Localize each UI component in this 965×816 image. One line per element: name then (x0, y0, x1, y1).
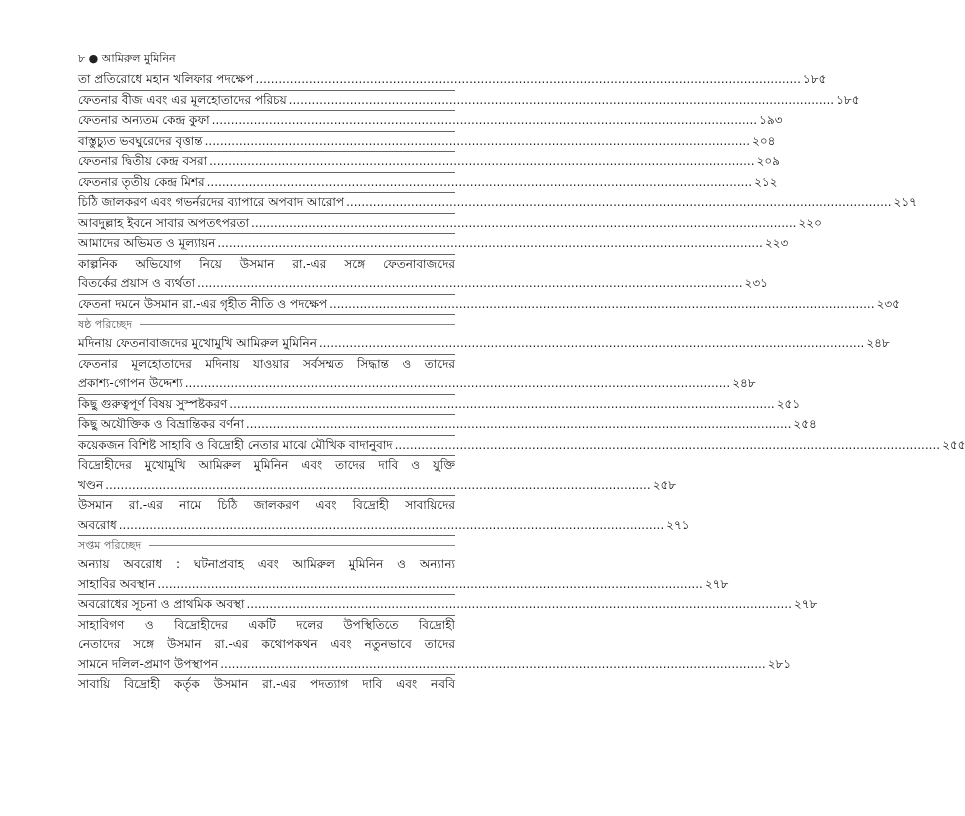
toc-entry-title: কিছু অযৌক্তিক ও বিভ্রান্তিকর বর্ণনা (78, 417, 244, 431)
toc-entry-line (78, 476, 677, 496)
toc-entry-title: প্রকাশ্য-গোপন উদ্দেশ্য (78, 376, 183, 390)
toc-entry-title: ফেতনার অন্যতম কেন্দ্র কুফা (78, 113, 210, 127)
dot-leader: ............................................................................................................................................... (209, 154, 755, 168)
toc-entry[interactable] (78, 355, 756, 395)
toc-entry-line (78, 655, 792, 675)
toc-entry[interactable] (78, 436, 965, 457)
section-heading (78, 536, 455, 555)
running-head: ৮ ● আমিরুল মুমিনিন (78, 52, 176, 65)
toc-entry-title: বিতর্কের প্রয়াস ও ব্যর্থতা (78, 276, 196, 290)
toc-entry-line (78, 355, 455, 375)
toc-page-number: ২৩১ (744, 276, 768, 290)
toc-entry-title: ফেতনার তৃতীয় কেন্দ্র মিশর (78, 174, 205, 189)
toc-entry-title: খণ্ডন (78, 477, 104, 492)
toc-entry[interactable] (78, 152, 780, 173)
toc-page-number: ২৫৮ (652, 477, 677, 492)
toc-page-number: ২৪৮ (866, 336, 890, 350)
toc-page-number: ১৯৩ (759, 113, 783, 127)
toc-page-number: ১৮৫ (836, 92, 860, 107)
toc-entry-title: তা প্রতিরোধে মহান খলিফার পদক্ষেপ (78, 72, 254, 86)
dot-leader: ............................................................................................................................................... (318, 336, 865, 350)
section-label: সপ্তম পরিচ্ছেদ (78, 539, 142, 552)
dot-leader: ............................................................................................................................................... (220, 656, 766, 671)
toc-entry-title: মদিনায় ফেতনাবাজদের মুখোমুখি আমিরুল মুমিনিন (78, 336, 317, 350)
toc-page-number: ২০৯ (756, 154, 780, 168)
toc-entry[interactable] (78, 675, 455, 695)
toc-entry[interactable] (78, 295, 900, 316)
dot-leader: ............................................................................................................................................... (229, 396, 775, 411)
toc-entry-line (78, 255, 455, 275)
toc-entry[interactable] (78, 555, 729, 595)
toc-entry[interactable] (78, 334, 890, 355)
toc-entry-title: উসমান রা.-এর নামে চিঠি জালকরণ এবং বিদ্রোহী সাবায়িদের (78, 498, 455, 512)
toc-entry[interactable] (78, 70, 827, 91)
toc-entry-line (78, 555, 455, 575)
toc-entry[interactable] (78, 132, 776, 153)
toc-page-number: ২৫৫ (942, 437, 965, 452)
dot-leader: ............................................................................................................................................... (329, 296, 875, 311)
toc-entry-title: সাহাবির অবস্থান (78, 576, 156, 591)
dot-leader: ............................................................................................................................................... (251, 215, 797, 230)
toc-entry-title: বাস্তুচ্যুত ভবঘুরেদের বৃত্তান্ত (78, 133, 203, 148)
toc-entry-title: নেতাদের সঙ্গে উসমান রা.-এর কথোপকথন এবং নতুনভাবে তাদের (78, 637, 455, 651)
toc-entry-line (78, 516, 690, 536)
dot-leader: ............................................................................................................................................... (394, 437, 941, 452)
table-of-contents (78, 70, 965, 695)
section-rule (149, 545, 455, 546)
section-heading (78, 315, 455, 334)
toc-page-number: ২২০ (798, 215, 822, 230)
dot-leader: ............................................................................................................................................... (245, 417, 792, 431)
toc-entry[interactable] (78, 415, 817, 436)
dot-leader: ............................................................................................................................................... (217, 236, 763, 250)
dot-leader: ............................................................................................................................................... (184, 376, 731, 390)
toc-entry-title: আমাদের অভিমত ও মূল্যায়ন (78, 236, 216, 250)
toc-entry[interactable] (78, 456, 677, 496)
toc-entry-line (78, 616, 455, 636)
toc-entry-title: ফেতনা দমনে উসমান রা.-এর গৃহীত নীতি ও পদক্ষেপ (78, 296, 328, 311)
toc-entry-title: আবদুল্লাহ ইবনে সাবার অপতৎপরতা (78, 215, 250, 230)
toc-entry[interactable] (78, 616, 792, 676)
toc-entry-title: অন্যায় অবরোধ : ঘটনাপ্রবাহ এবং আমিরুল মুমিনিন ও অন্যান্য (78, 557, 455, 571)
toc-entry[interactable] (78, 193, 917, 214)
toc-page-number: ১৮৫ (802, 72, 827, 86)
dot-leader: ............................................................................................................................................... (211, 113, 758, 127)
toc-page-number: ২৪৮ (732, 376, 756, 390)
toc-entry-line (78, 496, 455, 516)
toc-entry[interactable] (78, 255, 768, 295)
toc-entry[interactable] (78, 595, 818, 616)
dot-leader: ............................................................................................................................................... (346, 195, 892, 209)
toc-page-number: ২৩৫ (876, 296, 900, 311)
section-label: ষষ্ঠ পরিচ্ছেদ (78, 318, 133, 331)
toc-entry-line (78, 374, 756, 394)
dot-leader: ............................................................................................................................................... (197, 276, 743, 290)
toc-entry-title: চিঠি জালকরণ এবং গভর্নরদের ব্যাপারে অপবাদ আরোপ (78, 195, 345, 209)
toc-entry-title: কাল্পনিক অভিযোগ নিয়ে উসমান রা.-এর সঙ্গে ফেতনাবাজদের (78, 256, 455, 271)
toc-entry-title: ফেতনার মূলহোতাদের মদিনায় যাওয়ার সর্বসম্মত সিদ্ধান্ত ও তাদের (78, 356, 455, 371)
toc-entry-title: অবরোধের সূচনা ও প্রাথমিক অবস্থা (78, 597, 245, 611)
toc-entry-title: অবরোধ (78, 517, 117, 532)
toc-page-number: ২৭৮ (704, 576, 729, 591)
toc-entry-line (78, 456, 455, 476)
toc-page-number: ২৭৮ (793, 597, 818, 611)
toc-entry-title: কয়েকজন বিশিষ্ট সাহাবি ও বিদ্রোহী নেতার মাঝে মৌখিক বাদানুবাদ (78, 437, 393, 452)
toc-page-number: ২৭১ (666, 517, 690, 532)
toc-page-number: ২৮১ (767, 656, 792, 671)
toc-page-number: ২১৭ (893, 195, 917, 209)
toc-entry-line (78, 274, 768, 294)
toc-entry-title: সামনে দলিল-প্রমাণ উপস্থাপন (78, 656, 219, 671)
toc-entry-title: কিছু গুরুত্বপূর্ণ বিষয় সুস্পষ্টকরণ (78, 396, 228, 411)
toc-page-number: ২২৩ (764, 236, 789, 250)
dot-leader: ............................................................................................................................................... (288, 92, 835, 107)
toc-entry-line (78, 575, 729, 595)
toc-entry[interactable] (78, 496, 690, 536)
toc-entry-line (78, 675, 455, 695)
dot-leader: ............................................................................................................................................... (157, 576, 703, 591)
dot-leader: ............................................................................................................................................... (246, 597, 792, 611)
dot-leader: ............................................................................................................................................... (204, 133, 751, 148)
toc-entry[interactable] (78, 234, 789, 255)
toc-page-number: ২৫১ (776, 396, 801, 411)
toc-entry[interactable] (78, 395, 801, 416)
dot-leader: ............................................................................................................................................... (118, 517, 665, 532)
toc-page-number: ২১২ (754, 174, 778, 189)
toc-entry-line (78, 635, 455, 655)
toc-entry[interactable] (78, 91, 860, 112)
toc-page-number: ২০৪ (752, 133, 776, 148)
toc-entry-title: সাবায়ি বিদ্রোহী কর্তৃক উসমান রা.-এর পদত্যাগ দাবি এবং নববি (78, 677, 455, 691)
toc-page-number: ২৫৪ (793, 417, 817, 431)
toc-entry-title: ফেতনার বীজ এবং এর মূলহোতাদের পরিচয় (78, 92, 287, 107)
toc-entry[interactable] (78, 214, 822, 235)
toc-entry[interactable] (78, 173, 778, 194)
section-rule (140, 324, 455, 325)
dot-leader: ............................................................................................................................................... (105, 477, 651, 492)
toc-entry-title: ফেতনার দ্বিতীয় কেন্দ্র বসরা (78, 154, 208, 168)
dot-leader: ............................................................................................................................................... (255, 72, 801, 86)
toc-entry-title: বিদ্রোহীদের মুখোমুখি আমিরুল মুমিনিন এবং তাদের দাবি ও যুক্তি (78, 458, 455, 472)
toc-entry[interactable] (78, 111, 783, 132)
toc-entry-title: সাহাবিগণ ও বিদ্রোহীদের একটি দলের উপস্থিতিতে বিদ্রোহী (78, 617, 455, 632)
dot-leader: ............................................................................................................................................... (206, 174, 753, 189)
